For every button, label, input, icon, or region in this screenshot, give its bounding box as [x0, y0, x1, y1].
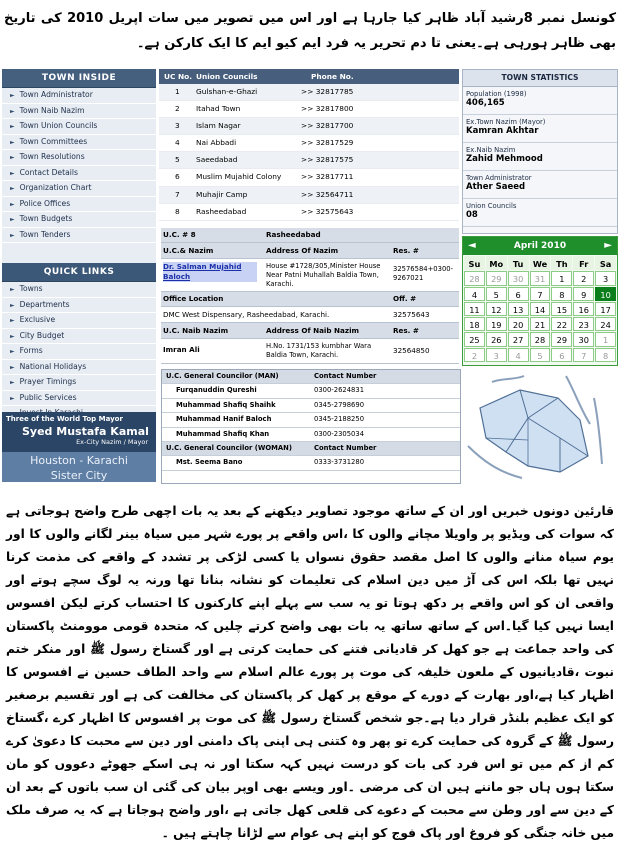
nazim-address: House #1728/305,Minister House Near Patni Muhallah Baldia Town, Karachi.	[266, 262, 381, 288]
calendar-day[interactable]: 9	[573, 287, 594, 301]
sidebar-link-label: City Budget	[19, 330, 65, 340]
sidebar-link-label: Town Budgets	[19, 214, 73, 223]
calendar-day[interactable]: 13	[508, 302, 529, 316]
calendar-day[interactable]: 30	[573, 332, 594, 346]
calendar-day[interactable]: 18	[464, 317, 485, 331]
calendar-day[interactable]: 26	[486, 332, 507, 346]
naib-address: H.No. 1731/153 kumbhar Wara Baldia Town, Karachi.	[266, 342, 372, 359]
union-councils-header: Union Councils	[196, 72, 258, 81]
councilor-name: Muhammad Shafiq Khan	[176, 429, 270, 438]
quick-links-menu	[2, 282, 156, 422]
sidebar-link-label: Town Union Councils	[19, 121, 98, 130]
councilor-woman-heading: U.C. General Councilor (WOMAN)	[166, 443, 292, 452]
calendar-weekday: Su	[464, 256, 485, 270]
arrow-icon: ►	[10, 185, 15, 192]
top-caption: کونسل نمبر 8رشید آباد ظاہر کیا جارہا ہے اور اس میں تصویر میں سات اپریل 2010 کی تاریخ بھی ظاہر ہورہی ہے۔یعنی تا دم تحریر یہ فرد ایم کیو ایم کا ایک کارکن ہے۔	[4, 11, 617, 51]
sidebar-link[interactable]	[2, 298, 156, 314]
calendar-day[interactable]: 20	[508, 317, 529, 331]
sidebar-link-label: Forms	[19, 346, 43, 355]
calendar-weekday: We	[530, 256, 551, 270]
sidebar-link-label: Contact Details	[19, 167, 78, 177]
mayor-tagline: Three of the World Top Mayor	[6, 415, 123, 423]
arrow-icon: ►	[10, 332, 15, 340]
councilor-woman-list	[162, 456, 460, 470]
sidebar-link[interactable]	[2, 88, 156, 104]
sidebar-link-label: National Holidays	[19, 361, 87, 371]
uc-name-cell[interactable]: Saeedabad	[196, 155, 238, 165]
stat-value: 08	[466, 210, 478, 220]
sidebar-link[interactable]	[2, 282, 156, 298]
uc-row[interactable]	[159, 118, 459, 135]
sidebar-link-label: Town Naib Nazim	[19, 105, 85, 115]
calendar-widget	[462, 236, 618, 366]
councilor-row	[162, 399, 460, 413]
stat-label: Ex.Town Nazim (Mayor)	[466, 118, 546, 126]
councilor-man-list	[162, 384, 460, 442]
councilor-name: Muhammad Shafiq Shaihk	[176, 400, 276, 409]
councilor-row	[162, 428, 460, 442]
sister-city-label: Sister City	[2, 469, 156, 482]
stat-value: Zahid Mehmood	[466, 154, 543, 164]
sidebar-link[interactable]	[2, 375, 156, 391]
office-phone: 32575643	[393, 310, 430, 319]
contact-header: Contact Number	[314, 372, 377, 380]
calendar-day[interactable]: 23	[573, 317, 594, 331]
calendar-day[interactable]: 8	[595, 348, 616, 362]
calendar-day[interactable]: 29	[486, 271, 507, 285]
arrow-icon: ►	[10, 394, 15, 402]
sidebar-link-label: Town Tenders	[19, 229, 71, 239]
sidebar-link-label: Town Administrator	[19, 90, 93, 99]
uc-name: Rasheedabad	[266, 230, 321, 239]
uc-name-cell[interactable]: Nai Abbadi	[196, 138, 237, 148]
uc-no-header: UC No.	[164, 72, 193, 81]
arrow-icon: ►	[10, 154, 15, 161]
uc-phone: >> 32817575	[301, 155, 354, 165]
naib-res: 32564850	[393, 346, 430, 355]
arrow-icon: ►	[10, 363, 15, 371]
nazim-header: U.C.& Nazim	[163, 246, 214, 255]
calendar-day[interactable]: 29	[551, 332, 572, 346]
union-councils-table	[159, 69, 459, 215]
sidebar-link[interactable]	[2, 181, 156, 197]
uc-name-cell[interactable]: Rasheedabad	[196, 206, 247, 216]
sidebar-link-label: Towns	[19, 284, 43, 293]
sidebar-link[interactable]	[2, 197, 156, 213]
sidebar-link[interactable]	[2, 166, 156, 182]
office-phone-header: Off. #	[393, 294, 417, 303]
councilor-row	[162, 413, 460, 427]
calendar-weekday: Th	[551, 256, 572, 270]
calendar-day[interactable]: 7	[530, 287, 551, 301]
calendar-grid	[463, 255, 617, 363]
arrow-icon: ►	[10, 216, 15, 223]
arrow-icon: ►	[10, 301, 15, 309]
calendar-day[interactable]: 24	[595, 317, 616, 331]
sidebar-link[interactable]	[2, 104, 156, 120]
sidebar-link[interactable]	[2, 119, 156, 135]
nazim-header-row	[161, 243, 459, 259]
calendar-day[interactable]: 8	[551, 287, 572, 301]
arrow-icon: ►	[10, 379, 15, 386]
uc-row[interactable]	[159, 187, 459, 204]
sidebar-link[interactable]	[2, 360, 156, 376]
uc-phone: >> 32575643	[301, 206, 354, 216]
uc-title-row	[161, 228, 459, 243]
phone-header: Phone No.	[311, 72, 354, 81]
calendar-day[interactable]: 17	[595, 302, 616, 316]
arrow-icon: ►	[10, 123, 15, 130]
calendar-day[interactable]: 10	[595, 287, 616, 301]
nazim-res-header: Res. #	[393, 246, 419, 255]
councilor-name: Muhammad Hanif Baloch	[176, 415, 272, 424]
uc-phone: >> 32817529	[301, 138, 354, 148]
calendar-day[interactable]: 1	[595, 332, 616, 346]
arrow-icon: ►	[10, 169, 15, 177]
calendar-day[interactable]: 28	[464, 271, 485, 285]
arrow-icon: ►	[10, 200, 15, 208]
calendar-day[interactable]: 27	[508, 332, 529, 346]
sidebar-link-label: Town Resolutions	[19, 152, 85, 161]
arrow-icon: ►	[10, 107, 15, 115]
calendar-day[interactable]: 21	[530, 317, 551, 331]
councilor-name: Furqanuddin Qureshi	[176, 386, 257, 395]
sidebar-link-label: Exclusive	[19, 315, 56, 324]
calendar-day[interactable]: 7	[573, 348, 594, 362]
calendar-day[interactable]: 5	[486, 287, 507, 301]
uc-row[interactable]	[159, 204, 459, 221]
sidebar-link[interactable]	[2, 344, 156, 360]
stat-item	[463, 87, 617, 115]
stat-label: Town Administrator	[466, 174, 532, 182]
arrow-icon: ►	[10, 138, 15, 146]
calendar-day[interactable]: 22	[551, 317, 572, 331]
calendar-day[interactable]: 16	[573, 302, 594, 316]
town-inside-menu	[2, 88, 156, 243]
sidebar-link-label: Prayer Timings	[19, 377, 77, 386]
office-row	[161, 307, 459, 323]
stat-label: Union Councils	[466, 202, 517, 210]
sidebar-link[interactable]	[2, 391, 156, 407]
uc-phone: >> 32817711	[301, 172, 354, 182]
uc-no: 3	[175, 121, 180, 131]
arrow-icon: ►	[10, 92, 15, 99]
uc-name-cell[interactable]: Islam Nagar	[196, 121, 241, 131]
calendar-next-button[interactable]: ►	[604, 240, 612, 251]
calendar-day[interactable]: 2	[573, 271, 594, 285]
calendar-weekday: Fr	[573, 256, 594, 270]
calendar-day[interactable]: 6	[508, 287, 529, 301]
uc-name-cell[interactable]: Gulshan-e-Ghazi	[196, 87, 258, 96]
uc-name-cell[interactable]: Muhajir Camp	[196, 189, 248, 199]
calendar-prev-button[interactable]: ◄	[468, 240, 476, 251]
calendar-weekday: Mo	[486, 256, 507, 270]
uc-no: 2	[175, 104, 180, 114]
stat-item	[463, 171, 617, 199]
calendar-day[interactable]: 3	[595, 271, 616, 285]
uc-phone: >> 32817800	[301, 104, 354, 114]
sidebar-link-label: Police Offices	[19, 198, 71, 208]
arrow-icon: ►	[10, 317, 15, 324]
town-inside-heading: TOWN INSIDE	[2, 69, 156, 88]
uc-table-header	[159, 69, 459, 84]
uc-row[interactable]	[159, 169, 459, 186]
calendar-day[interactable]: 6	[551, 348, 572, 362]
stat-value: 406,165	[466, 98, 505, 108]
uc-row[interactable]	[159, 84, 459, 101]
sidebar-link-label: Organization Chart	[19, 183, 92, 192]
calendar-day[interactable]: 14	[530, 302, 551, 316]
town-statistics-title: TOWN STATISTICS	[463, 70, 617, 87]
article-body: قارئین دونوں خبریں اور ان کے ساتھ موجود تصاویر دیکھنے کے بعد یہ بات اچھی طرح واضح ہوجاتی ہے کہ سوات کی ویڈیو پر واویلا مچانے والوں کا ،اس واقعے پر پورے شہر میں سیاہ بینر لگانے والوں کا اور یوم سیاہ منانے والوں کا اصل مقصد حقوق نسواں یا کسی لڑکی پر تشدد کے واقعے کی مذمت کرنا نہیں تھا بلکہ اس کی آڑ میں دین اسلام کی تعلیمات کو نشانہ بنانا تھا ورنہ یہ لوگ سچے ہوتے اور واقعی ان کو اس واقعے پر دکھ ہوتا تو یہ سب سے پہلے اپنے کارکنوں کا احتساب کرتے لیکن افسوس ایسا نہیں کیا گیا۔اس کے ساتھ ساتھ یہ بات بھی واضح کرتے چلیں کہ متحدہ قومی موومنٹ پاکستان کی واحد جماعت ہے جو کھل کر قادیانی فتنے کی حمایت کرتی ہے اور گستاخ رسول ﷺ اور منکر ختم نبوت ،قادیانیوں کے ملعون خلیفہ کی موت پر پورے عالم اسلام سے واحد الطاف حسین نے افسوس کا اظہار کیا ہے،اور بھارت کے دورے کے موقع پر کھل کر پاکستان کی مخالفت کی ہے اور تقسیم برصغیر کو ایک عظیم بلنڈر قرار دیا ہے۔جو شخص گستاخ رسول ﷺ کی موت پر افسوس کا اظہار کرے ،گستاخ رسول ﷺ کے گروہ کی حمایت کرے تو پھر وہ کتنی ہی اپنی پاک دامنی اور دین سے محبت کا دعویٰ کرے کم از کم میں تو اس فرد کی بات کو درست نہیں کہہ سکتا اور نہ ہی اسکے جھوٹے دعووں کو مان سکتا ہوں ہاں جو ماننے ہیں ان کی مرضی ۔اور ویسے بھی اوپر بیان کی گئی ان سب باتوں کے بعد ان کے دین سے اور وطن سے محبت کے دعوے کی قلعی کھل جاتی ہے ،اور واضح ہوجاتا ہے کہ یہ صرف ملک میں خانہ جنگی کو فروغ اور پاک فوج کو اپنے ہی عوام سے لڑانا چاہتے ہیں ۔	[6, 504, 614, 840]
sidebar-link-label: Town Committees	[19, 136, 88, 146]
naib-name: Imran Ali	[163, 345, 200, 354]
councilor-phone: 0300-2624831	[314, 386, 365, 395]
councilor-name: Mst. Seema Bano	[176, 458, 243, 467]
calendar-day[interactable]: 1	[551, 271, 572, 285]
sidebar-link[interactable]	[2, 329, 156, 345]
councilors-table	[161, 369, 461, 484]
councilor-phone: 0345-2188250	[314, 415, 365, 424]
uc-detail-table	[161, 228, 459, 364]
uc-name-cell[interactable]: Itahad Town	[196, 104, 241, 114]
calendar-day[interactable]: 4	[464, 287, 485, 301]
office-address: DMC West Dispensary, Rasheedabad, Karachi.	[163, 310, 330, 319]
calendar-day[interactable]: 12	[486, 302, 507, 316]
sidebar-link-label: Departments	[19, 299, 70, 309]
sidebar-link[interactable]	[2, 212, 156, 228]
councilor-man-heading: U.C. General Councilor (MAN)	[166, 372, 279, 380]
arrow-icon: ►	[10, 231, 15, 239]
calendar-day[interactable]: 11	[464, 302, 485, 316]
stat-label: Population (1998)	[466, 90, 527, 98]
calendar-day[interactable]: 30	[508, 271, 529, 285]
councilor-phone: 0300-2305034	[314, 429, 365, 438]
calendar-day[interactable]: 4	[508, 348, 529, 362]
stat-item	[463, 199, 617, 227]
sidebar-link[interactable]	[2, 150, 156, 166]
town-map[interactable]	[462, 368, 618, 482]
uc-phone: >> 32817700	[301, 121, 354, 131]
calendar-weekday: Sa	[595, 256, 616, 270]
uc-name-cell[interactable]: Muslim Mujahid Colony	[196, 172, 282, 182]
office-location-header: Office Location	[163, 294, 224, 303]
mayor-banner[interactable]	[2, 412, 156, 481]
arrow-icon: ►	[10, 348, 15, 355]
uc-table-body	[159, 84, 459, 221]
calendar-header	[463, 237, 617, 255]
councilor-row	[162, 456, 460, 470]
stat-value: Kamran Akhtar	[466, 126, 539, 136]
naib-header-row	[161, 323, 459, 339]
uc-no: 6	[175, 172, 180, 182]
councilor-row	[162, 384, 460, 398]
left-sidebar	[2, 69, 156, 481]
town-statistics	[462, 69, 618, 234]
nazim-name[interactable]: Dr. Salman Mujahid Baloch	[163, 262, 257, 282]
uc-no: 8	[175, 206, 180, 216]
stat-value: Ather Saeed	[466, 182, 526, 192]
uc-row[interactable]	[159, 101, 459, 118]
uc-phone: >> 32817785	[301, 87, 354, 96]
stat-label: Ex.Naib Nazim	[466, 146, 516, 154]
calendar-day[interactable]: 19	[486, 317, 507, 331]
calendar-weekday: Tu	[508, 256, 529, 270]
sidebar-link[interactable]	[2, 135, 156, 151]
stat-item	[463, 143, 617, 171]
naib-address-header: Address Of Naib Nazim	[266, 326, 360, 335]
uc-no: 7	[175, 189, 180, 199]
mayor-subtitle: Ex-City Nazim / Mayor	[76, 438, 148, 446]
contact-header-2: Contact Number	[314, 443, 377, 452]
uc-phone: >> 32564711	[301, 189, 354, 199]
naib-res-header: Res. #	[393, 326, 419, 335]
councilor-man-header	[162, 370, 460, 384]
calendar-day[interactable]: 3	[486, 348, 507, 362]
stat-item	[463, 115, 617, 143]
naib-row	[161, 339, 459, 364]
calendar-day[interactable]: 31	[530, 271, 551, 285]
sidebar-link[interactable]	[2, 228, 156, 244]
calendar-day[interactable]: 28	[530, 332, 551, 346]
uc-no: 5	[175, 155, 180, 165]
town-map-image	[462, 368, 618, 482]
calendar-day[interactable]: 15	[551, 302, 572, 316]
quick-links-heading: QUICK LINKS	[2, 263, 156, 282]
uc-number: U.C. # 8	[163, 230, 196, 239]
councilor-woman-header	[162, 442, 460, 456]
calendar-day[interactable]: 2	[464, 348, 485, 362]
nazim-res: 32576584+0300-9267021	[393, 265, 454, 282]
uc-row[interactable]	[159, 135, 459, 152]
sister-city-title: Houston - Karachi	[2, 452, 156, 469]
calendar-day[interactable]: 5	[530, 348, 551, 362]
office-header-row	[161, 292, 459, 307]
sidebar-link[interactable]	[2, 313, 156, 329]
sidebar-link-label: Public Services	[19, 392, 77, 402]
naib-header: U.C. Naib Nazim	[163, 326, 229, 335]
arrow-icon: ►	[10, 286, 15, 293]
nazim-row	[161, 259, 459, 292]
councilor-phone: 0333-3731280	[314, 458, 365, 467]
uc-row[interactable]	[159, 152, 459, 169]
statistics-list	[463, 87, 617, 227]
uc-no: 4	[175, 138, 180, 148]
uc-no: 1	[175, 87, 180, 96]
councilor-phone: 0345-2798690	[314, 400, 365, 409]
calendar-day[interactable]: 25	[464, 332, 485, 346]
calendar-month: April 2010	[513, 241, 567, 251]
mayor-name: Syed Mustafa Kamal	[22, 425, 149, 438]
nazim-address-header: Address Of Nazim	[266, 246, 339, 255]
